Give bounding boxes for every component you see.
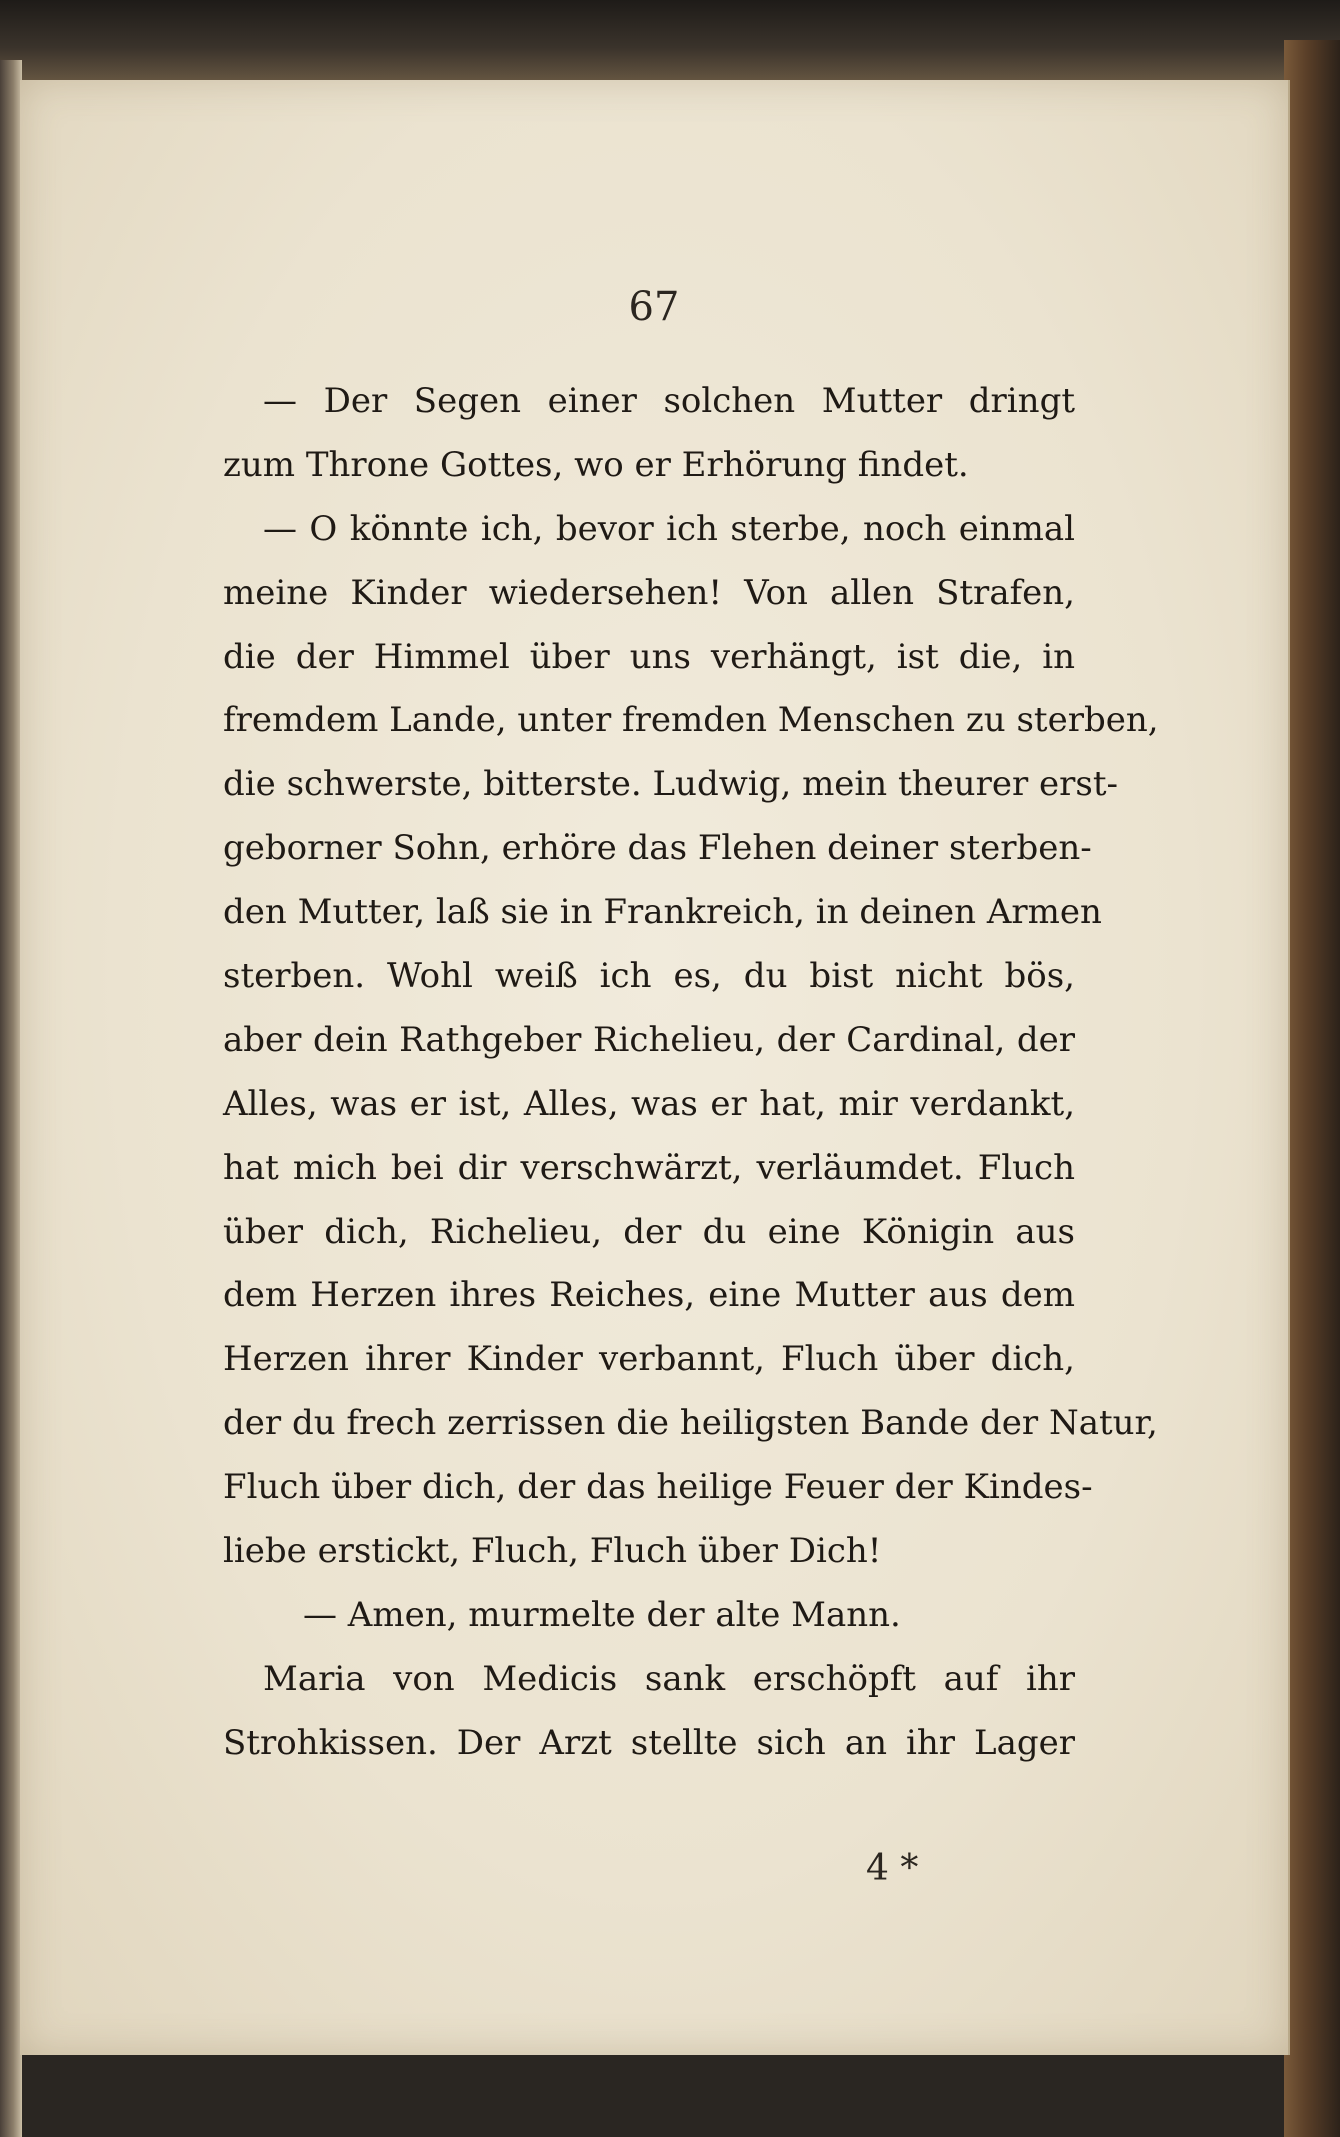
page-number: 67 <box>628 284 680 330</box>
text-line: Fluch über dich, der das heilige Feuer der Kindes- <box>223 1467 1093 1508</box>
text-line: die schwerste, bitterste. Ludwig, mein theurer erst- <box>223 764 1118 805</box>
text-line: Herzen ihrer Kinder verbannt, Fluch über dich, <box>223 1339 1075 1380</box>
page-text <box>223 370 1159 1776</box>
text-line: Maria von Medicis sank erschöpft auf ihr <box>263 1658 1075 1699</box>
text-line: — Der Segen einer solchen Mutter dringt <box>263 381 1075 421</box>
text-line: liebe erstickt, Fluch, Fluch über Dich! <box>223 1531 882 1572</box>
text-line: sterben. Wohl weiß ich es, du bist nicht bös, <box>223 956 1075 997</box>
text-line: aber dein Rathgeber Richelieu, der Cardinal, der <box>223 1019 1075 1060</box>
book-top-edge <box>0 0 1340 86</box>
text-line: Strohkissen. Der Arzt stellte sich an ihr Lager <box>223 1722 1075 1763</box>
text-line: geborner Sohn, erhöre das Flehen deiner sterben- <box>223 828 1092 869</box>
text-line: — O könnte ich, bevor ich sterbe, noch einmal <box>263 508 1075 549</box>
text-line: fremdem Lande, unter fremden Menschen zu sterben, <box>223 700 1159 741</box>
text-line: dem Herzen ihres Reiches, eine Mutter aus dem <box>223 1275 1075 1316</box>
book-page <box>20 80 1290 2055</box>
text-line: meine Kinder wiedersehen! Von allen Strafen, <box>223 572 1075 613</box>
book-right-edge <box>1284 40 1340 2137</box>
text-line: hat mich bei dir verschwärzt, verläumdet. Fluch <box>223 1147 1075 1188</box>
text-line: über dich, Richelieu, der du eine Königin aus <box>223 1211 1075 1252</box>
text-line: — Amen, murmelte der alte Mann. <box>303 1594 901 1635</box>
book-left-edge <box>0 60 22 2137</box>
text-line: die der Himmel über uns verhängt, ist die, in <box>223 636 1075 677</box>
text-line: zum Throne Gottes, wo er Erhörung findet. <box>223 444 969 485</box>
text-line: den Mutter, laß sie in Frankreich, in deinen Armen <box>223 892 1102 933</box>
signature-mark: 4 * <box>866 1848 919 1889</box>
text-line: Alles, was er ist, Alles, was er hat, mir verdankt, <box>223 1083 1075 1124</box>
text-line: der du frech zerrissen die heiligsten Bande der Natur, <box>223 1403 1158 1444</box>
